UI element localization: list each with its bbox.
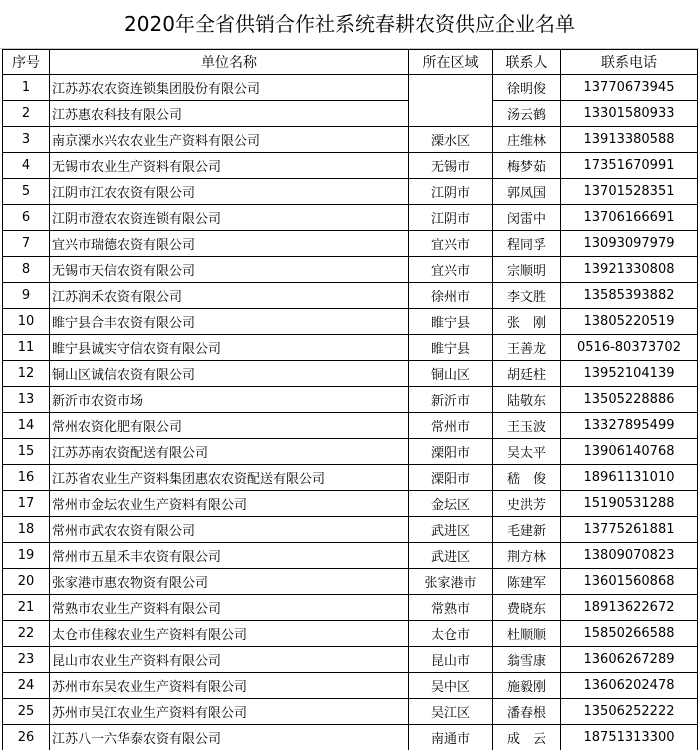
cell-company: 太仓市佳稼农业生产资料有限公司 xyxy=(50,621,409,647)
cell-index: 24 xyxy=(3,673,50,699)
cell-index: 19 xyxy=(3,543,50,569)
cell-company: 江阴市江农农资有限公司 xyxy=(50,179,409,205)
cell-contact: 王玉波 xyxy=(493,413,561,439)
cell-area: 常熟市 xyxy=(409,595,493,621)
cell-company: 常州市金坛农业生产资料有限公司 xyxy=(50,491,409,517)
cell-contact: 吴太平 xyxy=(493,439,561,465)
cell-area: 常州市 xyxy=(409,413,493,439)
table-row xyxy=(3,127,698,153)
cell-contact: 胡廷柱 xyxy=(493,361,561,387)
table-row xyxy=(3,101,698,127)
cell-area: 睢宁县 xyxy=(409,335,493,361)
cell-index: 2 xyxy=(3,101,50,127)
cell-phone: 13921330808 xyxy=(561,257,698,283)
table-row xyxy=(3,257,698,283)
cell-area: 张家港市 xyxy=(409,569,493,595)
table-row xyxy=(3,309,698,335)
cell-contact: 毛建新 xyxy=(493,517,561,543)
cell-phone: 13093097979 xyxy=(561,231,698,257)
cell-index: 15 xyxy=(3,439,50,465)
cell-contact: 荆方林 xyxy=(493,543,561,569)
cell-contact: 郭凤国 xyxy=(493,179,561,205)
table-row xyxy=(3,595,698,621)
cell-contact: 汤云鹤 xyxy=(493,101,561,127)
cell-phone: 13775261881 xyxy=(561,517,698,543)
cell-index: 20 xyxy=(3,569,50,595)
cell-contact: 宗顺明 xyxy=(493,257,561,283)
cell-phone: 13913380588 xyxy=(561,127,698,153)
table-row xyxy=(3,231,698,257)
cell-contact: 成 云 xyxy=(493,725,561,751)
cell-area xyxy=(409,101,493,127)
cell-contact: 闵雷中 xyxy=(493,205,561,231)
table-row xyxy=(3,673,698,699)
table-row xyxy=(3,725,698,751)
cell-phone: 13805220519 xyxy=(561,309,698,335)
cell-area: 宜兴市 xyxy=(409,257,493,283)
table-row xyxy=(3,283,698,309)
header-contact: 联系人 xyxy=(493,50,561,75)
table-row xyxy=(3,543,698,569)
cell-phone: 0516-80373702 xyxy=(561,335,698,361)
cell-phone: 18751313300 xyxy=(561,725,698,751)
cell-index: 14 xyxy=(3,413,50,439)
cell-area: 无锡市 xyxy=(409,153,493,179)
cell-index: 12 xyxy=(3,361,50,387)
cell-phone: 13506252222 xyxy=(561,699,698,725)
cell-area: 新沂市 xyxy=(409,387,493,413)
table-row xyxy=(3,153,698,179)
cell-phone: 13601560868 xyxy=(561,569,698,595)
cell-area: 溧阳市 xyxy=(409,465,493,491)
table-row xyxy=(3,361,698,387)
cell-index: 11 xyxy=(3,335,50,361)
cell-company: 苏州市东吴农业生产资料有限公司 xyxy=(50,673,409,699)
cell-contact: 徐明俊 xyxy=(493,75,561,101)
cell-area: 南通市 xyxy=(409,725,493,751)
cell-index: 1 xyxy=(3,75,50,101)
cell-phone: 18961131010 xyxy=(561,465,698,491)
cell-index: 6 xyxy=(3,205,50,231)
cell-area: 宜兴市 xyxy=(409,231,493,257)
cell-index: 25 xyxy=(3,699,50,725)
page-title: 2020年全省供销合作社系统春耕农资供应企业名单 xyxy=(0,0,699,49)
cell-area: 昆山市 xyxy=(409,647,493,673)
cell-index: 16 xyxy=(3,465,50,491)
cell-contact: 张 刚 xyxy=(493,309,561,335)
cell-contact: 王善龙 xyxy=(493,335,561,361)
cell-contact: 潘春根 xyxy=(493,699,561,725)
cell-company: 睢宁县合丰农资有限公司 xyxy=(50,309,409,335)
cell-phone: 13606202478 xyxy=(561,673,698,699)
header-company: 单位名称 xyxy=(50,50,409,75)
cell-index: 26 xyxy=(3,725,50,751)
cell-phone: 13701528351 xyxy=(561,179,698,205)
cell-company: 江苏苏南农资配送有限公司 xyxy=(50,439,409,465)
cell-phone: 13585393882 xyxy=(561,283,698,309)
cell-area: 睢宁县 xyxy=(409,309,493,335)
cell-contact: 施毅刚 xyxy=(493,673,561,699)
cell-phone: 13505228886 xyxy=(561,387,698,413)
table-body xyxy=(3,75,698,751)
cell-contact: 翁雪康 xyxy=(493,647,561,673)
table-row xyxy=(3,647,698,673)
cell-phone: 13809070823 xyxy=(561,543,698,569)
table-row xyxy=(3,413,698,439)
cell-company: 新沂市农资市场 xyxy=(50,387,409,413)
table-row xyxy=(3,335,698,361)
cell-contact: 史洪芳 xyxy=(493,491,561,517)
header-row xyxy=(3,50,698,75)
header-area: 所在区域 xyxy=(409,50,493,75)
table-row xyxy=(3,699,698,725)
cell-index: 22 xyxy=(3,621,50,647)
supplier-table xyxy=(2,49,698,750)
cell-phone: 13906140768 xyxy=(561,439,698,465)
cell-area: 溧阳市 xyxy=(409,439,493,465)
cell-company: 南京溧水兴农农业生产资料有限公司 xyxy=(50,127,409,153)
cell-area xyxy=(409,75,493,101)
table-row xyxy=(3,75,698,101)
table-row xyxy=(3,179,698,205)
cell-phone: 13952104139 xyxy=(561,361,698,387)
table-row xyxy=(3,387,698,413)
cell-contact: 陈建军 xyxy=(493,569,561,595)
cell-company: 昆山市农业生产资料有限公司 xyxy=(50,647,409,673)
cell-company: 无锡市农业生产资料有限公司 xyxy=(50,153,409,179)
table-row xyxy=(3,569,698,595)
cell-company: 常熟市农业生产资料有限公司 xyxy=(50,595,409,621)
table-row xyxy=(3,439,698,465)
cell-index: 23 xyxy=(3,647,50,673)
header-phone: 联系电话 xyxy=(561,50,698,75)
cell-area: 溧水区 xyxy=(409,127,493,153)
cell-company: 江阴市澄农农资连锁有限公司 xyxy=(50,205,409,231)
cell-phone: 13606267289 xyxy=(561,647,698,673)
cell-area: 金坛区 xyxy=(409,491,493,517)
cell-area: 江阴市 xyxy=(409,179,493,205)
cell-contact: 李文胜 xyxy=(493,283,561,309)
cell-company: 铜山区诚信农资有限公司 xyxy=(50,361,409,387)
cell-company: 常州农资化肥有限公司 xyxy=(50,413,409,439)
table-row xyxy=(3,205,698,231)
cell-index: 5 xyxy=(3,179,50,205)
cell-index: 21 xyxy=(3,595,50,621)
cell-phone: 17351670991 xyxy=(561,153,698,179)
table-row xyxy=(3,491,698,517)
cell-area: 太仓市 xyxy=(409,621,493,647)
cell-contact: 陆敬东 xyxy=(493,387,561,413)
cell-phone: 13706166691 xyxy=(561,205,698,231)
cell-index: 18 xyxy=(3,517,50,543)
cell-company: 常州市武农农资有限公司 xyxy=(50,517,409,543)
cell-phone: 15190531288 xyxy=(561,491,698,517)
cell-company: 江苏润禾农资有限公司 xyxy=(50,283,409,309)
cell-contact: 杜顺顺 xyxy=(493,621,561,647)
cell-phone: 13770673945 xyxy=(561,75,698,101)
table-row xyxy=(3,465,698,491)
cell-area: 吴江区 xyxy=(409,699,493,725)
cell-company: 常州市五星禾丰农资有限公司 xyxy=(50,543,409,569)
table-row xyxy=(3,621,698,647)
cell-area: 徐州市 xyxy=(409,283,493,309)
cell-company: 江苏八一六华泰农资有限公司 xyxy=(50,725,409,751)
header-index: 序号 xyxy=(3,50,50,75)
cell-contact: 梅梦茹 xyxy=(493,153,561,179)
cell-area: 吴中区 xyxy=(409,673,493,699)
cell-index: 9 xyxy=(3,283,50,309)
cell-index: 4 xyxy=(3,153,50,179)
cell-index: 17 xyxy=(3,491,50,517)
cell-company: 张家港市惠农物资有限公司 xyxy=(50,569,409,595)
table-row xyxy=(3,517,698,543)
cell-phone: 15850266588 xyxy=(561,621,698,647)
cell-index: 8 xyxy=(3,257,50,283)
cell-company: 无锡市天信农资有限公司 xyxy=(50,257,409,283)
cell-company: 苏州市吴江农业生产资料有限公司 xyxy=(50,699,409,725)
cell-area: 铜山区 xyxy=(409,361,493,387)
cell-area: 武进区 xyxy=(409,517,493,543)
cell-company: 江苏省农业生产资料集团惠农农资配送有限公司 xyxy=(50,465,409,491)
cell-contact: 庄维林 xyxy=(493,127,561,153)
cell-area: 江阴市 xyxy=(409,205,493,231)
cell-index: 7 xyxy=(3,231,50,257)
cell-contact: 程同孚 xyxy=(493,231,561,257)
cell-company: 江苏惠农科技有限公司 xyxy=(50,101,409,127)
cell-index: 3 xyxy=(3,127,50,153)
cell-contact: 费晓东 xyxy=(493,595,561,621)
cell-contact: 嵇 俊 xyxy=(493,465,561,491)
cell-phone: 13301580933 xyxy=(561,101,698,127)
cell-index: 10 xyxy=(3,309,50,335)
cell-area: 武进区 xyxy=(409,543,493,569)
cell-index: 13 xyxy=(3,387,50,413)
cell-company: 宜兴市瑞德农资有限公司 xyxy=(50,231,409,257)
cell-phone: 13327895499 xyxy=(561,413,698,439)
cell-phone: 18913622672 xyxy=(561,595,698,621)
cell-company: 睢宁县诚实守信农资有限公司 xyxy=(50,335,409,361)
cell-company: 江苏苏农农资连锁集团股份有限公司 xyxy=(50,75,409,101)
